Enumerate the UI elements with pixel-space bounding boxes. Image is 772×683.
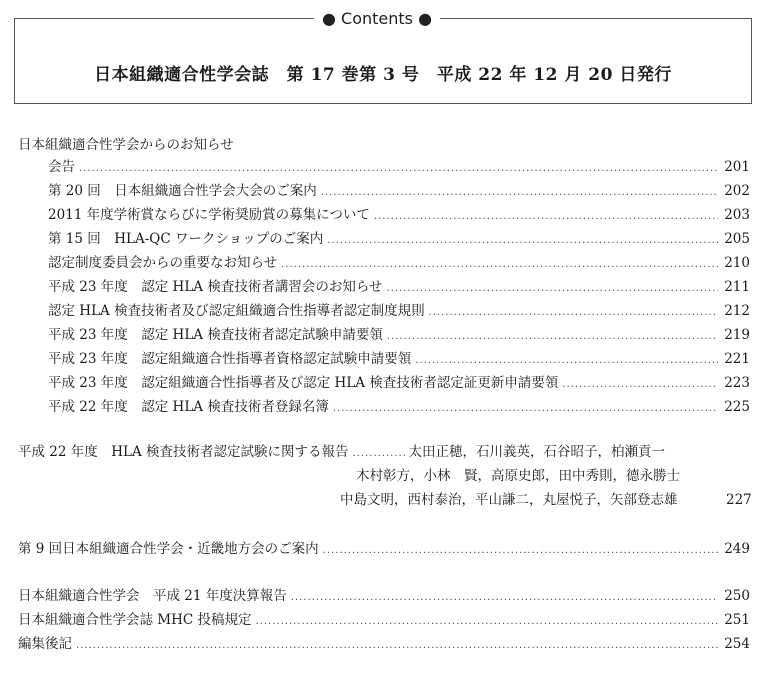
leader-dots: [429, 302, 718, 324]
leader-dots: [321, 182, 718, 204]
toc-item-page: 201: [724, 159, 750, 175]
toc-item[interactable]: [48, 180, 750, 202]
leader-dots: [76, 635, 718, 657]
toc-item[interactable]: [48, 372, 750, 394]
toc-item[interactable]: [48, 324, 750, 346]
toc-item-title: 平成 22 年度 認定 HLA 検査技術者登録名簿: [48, 399, 329, 415]
report-authors-line1: 太田正穂，石川義英，石谷昭子，柏瀬貢一: [408, 444, 666, 460]
leader-dots: [415, 350, 718, 372]
toc-item-page: 212: [724, 303, 750, 319]
toc-item[interactable]: [48, 348, 750, 370]
toc-item-page: 249: [724, 541, 750, 557]
report-authors-line2: 木村彰方，小林 賢，高原史郎，田中秀則，德永勝士: [356, 468, 680, 484]
toc-item-page: 221: [724, 351, 750, 367]
toc-item[interactable]: [48, 252, 750, 274]
leader-dots: [327, 230, 718, 252]
toc-item-title: 平成 23 年度 認定組織適合性指導者及び認定 HLA 検査技術者認定証更新申請要領: [48, 375, 559, 391]
leader-dots: [291, 587, 718, 609]
toc-item[interactable]: [18, 585, 750, 607]
toc-item[interactable]: [48, 204, 750, 226]
toc-item-title: 会告: [48, 159, 75, 175]
toc-item[interactable]: [18, 609, 750, 631]
leader-dots: [333, 398, 718, 420]
toc-item[interactable]: [48, 300, 750, 322]
toc-item-page: 210: [724, 255, 750, 271]
toc-item-title: 第 20 回 日本組織適合性学会大会のご案内: [48, 183, 317, 199]
leader-dots: [353, 443, 405, 465]
leader-dots: [256, 611, 718, 633]
toc-item-title: 第 9 回日本組織適合性学会・近畿地方会のご案内: [18, 541, 319, 557]
toc-item-title: 平成 23 年度 認定組織適合性指導者資格認定試験申請要領: [48, 351, 412, 367]
toc-item[interactable]: [48, 396, 750, 418]
contents-label: ● Contents ●: [314, 8, 440, 30]
toc-item-title: 第 15 回 HLA-QC ワークショップのご案内: [48, 231, 324, 247]
toc-item-page: 223: [724, 375, 750, 391]
report-entry[interactable]: [18, 441, 708, 463]
toc-item-title: 平成 23 年度 認定 HLA 検査技術者認定試験申請要領: [48, 327, 383, 343]
leader-dots: [79, 158, 718, 180]
toc-item[interactable]: [48, 276, 750, 298]
toc-item-title: 日本組織適合性学会 平成 21 年度決算報告: [18, 588, 287, 604]
toc-item-page: 205: [724, 231, 750, 247]
leader-dots: [387, 326, 718, 348]
toc-item-title: 日本組織適合性学会誌 MHC 投稿規定: [18, 612, 252, 628]
toc-item-page: 219: [724, 327, 750, 343]
section-heading: 日本組織適合性学会からのお知らせ: [18, 137, 234, 153]
toc-item-page: 250: [724, 588, 750, 604]
journal-title: 日本組織適合性学会誌 第 17 巻第 3 号 平成 22 年 12 月 20 日発行: [94, 65, 672, 85]
leader-dots: [323, 540, 718, 562]
toc-item[interactable]: [48, 156, 750, 178]
toc-item-title: 認定制度委員会からの重要なお知らせ: [48, 255, 278, 271]
toc-item-title: 平成 23 年度 認定 HLA 検査技術者講習会のお知らせ: [48, 279, 383, 295]
header-rule-right: [440, 18, 752, 19]
report-page: 227: [726, 492, 752, 508]
toc-item[interactable]: [18, 538, 750, 560]
leader-dots: [281, 254, 718, 276]
toc-item-page: 203: [724, 207, 750, 223]
toc-item[interactable]: [18, 633, 750, 655]
report-authors-line3: 中島文明，西村泰治，平山謙二，丸屋悦子，矢部登志雄: [340, 492, 678, 508]
toc-item-page: 211: [724, 279, 750, 295]
toc-item-page: 202: [724, 183, 750, 199]
toc-item-title: 認定 HLA 検査技術者及び認定組織適合性指導者認定制度規則: [48, 303, 425, 319]
toc-item-page: 225: [724, 399, 750, 415]
toc-item-page: 251: [724, 612, 750, 628]
leader-dots: [562, 374, 718, 396]
header-rule-left: [14, 18, 314, 19]
toc-item-page: 254: [724, 636, 750, 652]
report-title: 平成 22 年度 HLA 検査技術者認定試験に関する報告: [18, 444, 349, 460]
leader-dots: [386, 278, 718, 300]
leader-dots: [374, 206, 718, 228]
toc-item-title: 編集後記: [18, 636, 72, 652]
toc-item-title: 2011 年度学術賞ならびに学術奨励賞の募集について: [48, 207, 370, 223]
toc-item[interactable]: [48, 228, 750, 250]
